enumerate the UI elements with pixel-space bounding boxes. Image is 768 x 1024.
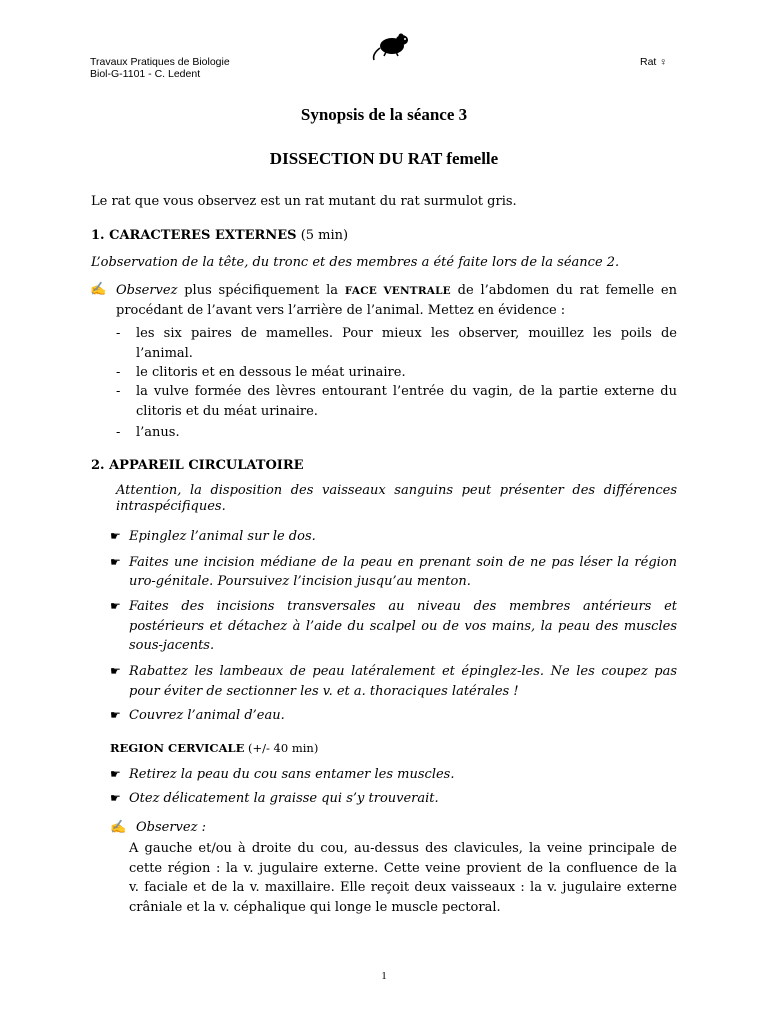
pointing-hand-icon: ☛ — [110, 767, 121, 781]
list-item-cont: l’animal. — [136, 346, 193, 361]
step-item: Faites des incisions transversales au niveau des membres antérieurs et — [129, 599, 677, 614]
section1-note: L’observation de la tête, du tronc et des membres a été faite lors de la séance 2. — [91, 255, 620, 270]
step-item: Epinglez l’animal sur le dos. — [129, 529, 316, 544]
cervical-para-line: crâniale et la v. céphalique qui longe le muscle pectoral. — [129, 900, 501, 915]
observe-pre: plus spécifiquement la — [184, 283, 339, 298]
header-course-code: Biol-G-1101 - C. Ledent — [90, 68, 201, 80]
section1-heading — [91, 226, 348, 246]
step-item-cont: postérieurs et détachez à l’aide du scalpel ou de vos mains, la peau des muscles — [129, 619, 677, 634]
list-dash: - — [116, 326, 121, 341]
list-dash: - — [116, 425, 121, 440]
cervical-para-line: A gauche et/ou à droite du cou, au-dessus des clavicules, la veine principale de — [129, 841, 677, 856]
warning-line-2: intraspécifiques. — [116, 499, 226, 514]
writing-hand-icon: ✍ — [90, 282, 107, 297]
rat-icon — [368, 30, 416, 62]
pointing-hand-icon: ☛ — [110, 529, 121, 543]
warning-line-1: Attention, la disposition des vaisseaux sanguins peut présenter des différences — [116, 483, 677, 498]
cervical-title: REGION CERVICALE — [110, 741, 245, 755]
pointing-hand-icon: ☛ — [110, 708, 121, 722]
list-item: le clitoris et en dessous le méat urinaire. — [136, 365, 406, 380]
cervical-step: Retirez la peau du cou sans entamer les muscles. — [129, 767, 455, 782]
section1-time: (5 min) — [300, 228, 349, 243]
observe-line-1 — [116, 281, 677, 302]
cervical-heading — [110, 741, 318, 755]
page-number: 1 — [381, 970, 387, 982]
pointing-hand-icon: ☛ — [110, 599, 121, 613]
step-item: Faites une incision médiane de la peau en prenant soin de ne pas léser la région — [129, 555, 677, 570]
list-item: les six paires de mamelles. Pour mieux les observer, mouillez les poils de — [136, 326, 677, 341]
face-ventrale: FACE VENTRALE — [344, 285, 451, 297]
section1-title: 1. CARACTERES EXTERNES — [91, 228, 297, 243]
step-item-cont: pour éviter de sectionner les v. et a. thoraciques latérales ! — [129, 684, 519, 699]
pointing-hand-icon: ☛ — [110, 555, 121, 569]
intro-text: Le rat que vous observez est un rat mutant du rat surmulot gris. — [91, 194, 517, 209]
list-item: l’anus. — [136, 425, 180, 440]
cervical-para-line: v. faciale et de la v. maxillaire. Elle reçoit deux vaisseaux : la v. jugulaire externe — [129, 880, 677, 895]
pointing-hand-icon: ☛ — [110, 791, 121, 805]
observe-post: de l’abdomen du rat femelle en — [457, 283, 677, 298]
step-item: Rabattez les lambeaux de peau latéralement et épinglez-les. Ne les coupez pas — [129, 664, 677, 679]
observe-line-2: procédant de l’avant vers l’arrière de l’animal. Mettez en évidence : — [116, 303, 566, 318]
step-item: Couvrez l’animal d’eau. — [129, 708, 285, 723]
section2-heading: 2. APPAREIL CIRCULATOIRE — [91, 458, 304, 473]
cervical-observe: Observez : — [136, 820, 206, 835]
pointing-hand-icon: ☛ — [110, 664, 121, 678]
list-dash: - — [116, 384, 121, 399]
step-item-cont: sous-jacents. — [129, 638, 215, 653]
cervical-para-line: cette région : la v. jugulaire externe. Cette veine provient de la confluence de la — [129, 861, 677, 876]
header-course-title: Travaux Pratiques de Biologie — [90, 56, 230, 68]
list-item-cont: clitoris et du méat urinaire. — [136, 404, 318, 419]
observe-verb: Observez — [116, 283, 178, 298]
cervical-time: (+/- 40 min) — [248, 741, 319, 755]
list-item: la vulve formée des lèvres entourant l’entrée du vagin, de la partie externe du — [136, 384, 677, 399]
cervical-step: Otez délicatement la graisse qui s’y trouverait. — [129, 791, 439, 806]
list-dash: - — [116, 365, 121, 380]
header-subject: Rat ♀ — [640, 56, 668, 68]
page-title: Synopsis de la séance 3 — [300, 105, 468, 124]
step-item-cont: uro-génitale. Poursuivez l’incision jusqu’au menton. — [129, 574, 471, 589]
writing-hand-icon: ✍ — [110, 820, 127, 835]
dissection-title: DISSECTION DU RAT femelle — [269, 149, 499, 168]
